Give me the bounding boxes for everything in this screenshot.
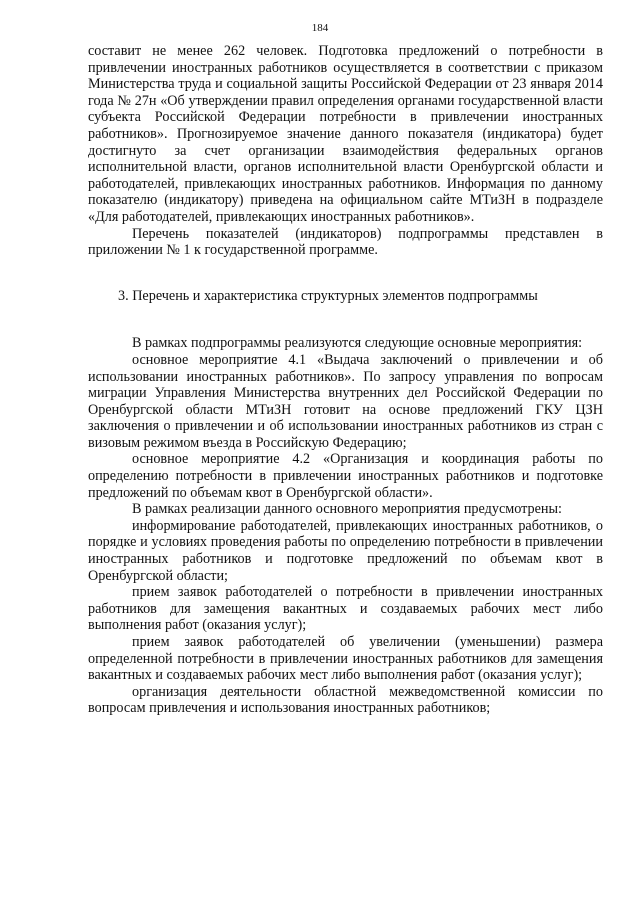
paragraph-8: прием заявок работодателей о потребности в привлечении иностранных работников для замещения вакантных и создаваемых рабочих мест либо выполнения работ (оказания услуг);: [88, 584, 603, 634]
paragraph-4: основное мероприятие 4.1 «Выдача заключений о привлечении и об использовании иностранных работников». По запросу управления по вопросам миграции Управления Министерства внутренних дел Российской Федерации по Оренбургской области МТиЗН готовит на основе предложений ГКУ ЦЗН заключения о привлечении и об использовании иностранных работников из стран с визовым режимом въезда в Российскую Федерацию;: [88, 351, 603, 451]
section-heading: 3. Перечень и характеристика структурных элементов подпрограммы: [118, 287, 538, 304]
paragraph-7: информирование работодателей, привлекающих иностранных работников, о порядке и условиях проведения работы по определению потребности в привлечении иностранных работников и подготовке предложений по объемам квот в Оренбургской области;: [88, 517, 603, 584]
paragraph-1: составит не менее 262 человек. Подготовка предложений о потребности в привлечении иностранных работников осуществляется в соответствии с приказом Министерства труда и социальной защиты Российской Федерации от 23 января 2014 года № 27н «Об утверждении правил определения органами государственной власти субъекта Российской Федерации потребности в привлечении иностранных работников». Прогнозируемое значение данного показателя (индикатора) будет достигнуто за счет организации взаимодействия федеральных органов исполнительной власти, органов исполнительной власти Оренбургской области и работодателей, привлекающих иностранных работников. Информация по данному показателю (индикатору) приведена на официальном сайте МТиЗН в подразделе «Для работодателей, привлекающих иностранных работников».: [88, 43, 603, 225]
paragraph-9: прием заявок работодателей об увеличении (уменьшении) размера определенной потребности в привлечении иностранных работников для замещения вакантных и создаваемых рабочих мест либо выполнения работ (оказания услуг);: [88, 634, 603, 684]
page-number: 184: [311, 22, 329, 34]
paragraph-10: организация деятельности областной межведомственной комиссии по вопросам привлечения и использования иностранных работников;: [88, 683, 603, 717]
paragraph-6: В рамках реализации данного основного мероприятия предусмотрены:: [132, 501, 562, 518]
paragraph-5: основное мероприятие 4.2 «Организация и координация работы по определению потребности в привлечении иностранных работников и подготовке предложений по объемам квот в Оренбургской области».: [88, 451, 603, 501]
paragraph-3: В рамках подпрограммы реализуются следующие основные мероприятия:: [132, 335, 583, 352]
section-gap: [88, 259, 603, 288]
page-body: [88, 43, 603, 717]
section-gap: [88, 304, 603, 335]
paragraph-2: Перечень показателей (индикаторов) подпрограммы представлен в приложении № 1 к государственной программе.: [88, 225, 603, 259]
